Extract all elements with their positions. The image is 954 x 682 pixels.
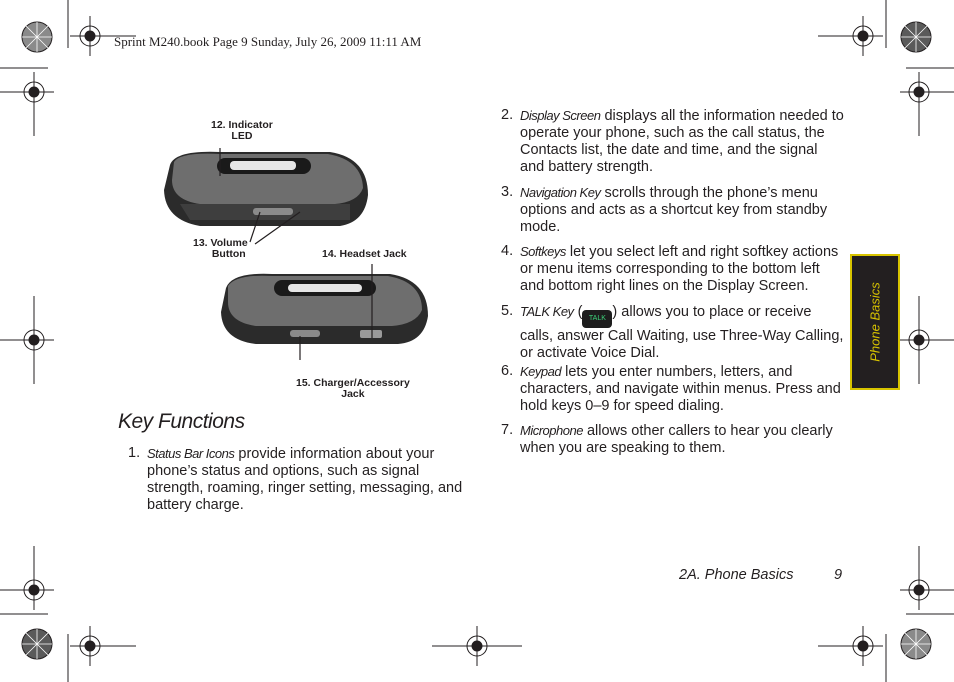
callout-headset-jack: 14. Headset Jack <box>322 248 407 260</box>
list-item <box>501 107 845 176</box>
item-text: allows other callers to hear you clearly when you are speaking to them. <box>520 423 833 456</box>
list-item <box>501 422 845 457</box>
print-header: Sprint M240.book Page 9 Sunday, July 26, 2009 11:11 AM <box>114 34 422 49</box>
item-term: Softkeys <box>520 244 566 259</box>
item-text: lets you enter numbers, letters, and characters, and navigate within menus. Press and hold keys 0–9 for speed dialing. <box>520 364 841 414</box>
item-term: Display Screen <box>520 108 601 123</box>
item-number: 1. <box>128 445 141 461</box>
callout-indicator-led: 12. Indicator LED <box>211 119 273 142</box>
item-text: scrolls through the phone’s menu options and acts as a shortcut key from standby mode. <box>520 185 828 235</box>
item-number: 6. <box>501 363 514 379</box>
list-item <box>501 303 845 362</box>
item-text: let you select left and right softkey actions or menu items corresponding to the bottom left and bottom right lines on the Display Screen. <box>520 244 839 294</box>
list-item <box>501 184 845 236</box>
list-item <box>501 363 845 415</box>
talk-key-icon: TALK <box>582 310 612 328</box>
item-number: 7. <box>501 422 514 438</box>
item-number: 2. <box>501 107 514 123</box>
item-text: provide information about your phone’s status and options, such as signal strength, roaming, ringer setting, messaging, and battery charge. <box>147 446 463 513</box>
list-item <box>501 243 845 295</box>
item-term: Navigation Key <box>520 185 601 200</box>
item-number: 4. <box>501 243 514 259</box>
side-tab-label: Phone Basics <box>867 282 883 362</box>
item-term: TALK Key <box>520 304 574 319</box>
item-pre: ( <box>573 304 583 320</box>
item-text: displays all the information needed to operate your phone, such as the call status, the Contacts list, the date and time, and the signal and battery strength. <box>520 108 844 175</box>
item-term: Keypad <box>520 364 562 379</box>
callout-volume-button: 13. Volume Button <box>193 237 248 260</box>
page-number: 9 <box>834 567 843 583</box>
item-text: ) allows you to place or receive calls, answer Call Waiting, use Three-Way Calling, or activate Voice Dial. <box>520 304 844 361</box>
item-number: 3. <box>501 184 514 200</box>
item-term: Status Bar Icons <box>147 446 235 461</box>
footer-section: 2A. Phone Basics <box>679 567 794 583</box>
section-title: Key Functions <box>118 410 245 433</box>
item-term: Microphone <box>520 423 583 438</box>
side-tab <box>850 254 900 390</box>
item-number: 5. <box>501 303 514 319</box>
list-item <box>128 445 465 514</box>
callout-charger-jack: 15. Charger/Accessory Jack <box>296 377 410 400</box>
